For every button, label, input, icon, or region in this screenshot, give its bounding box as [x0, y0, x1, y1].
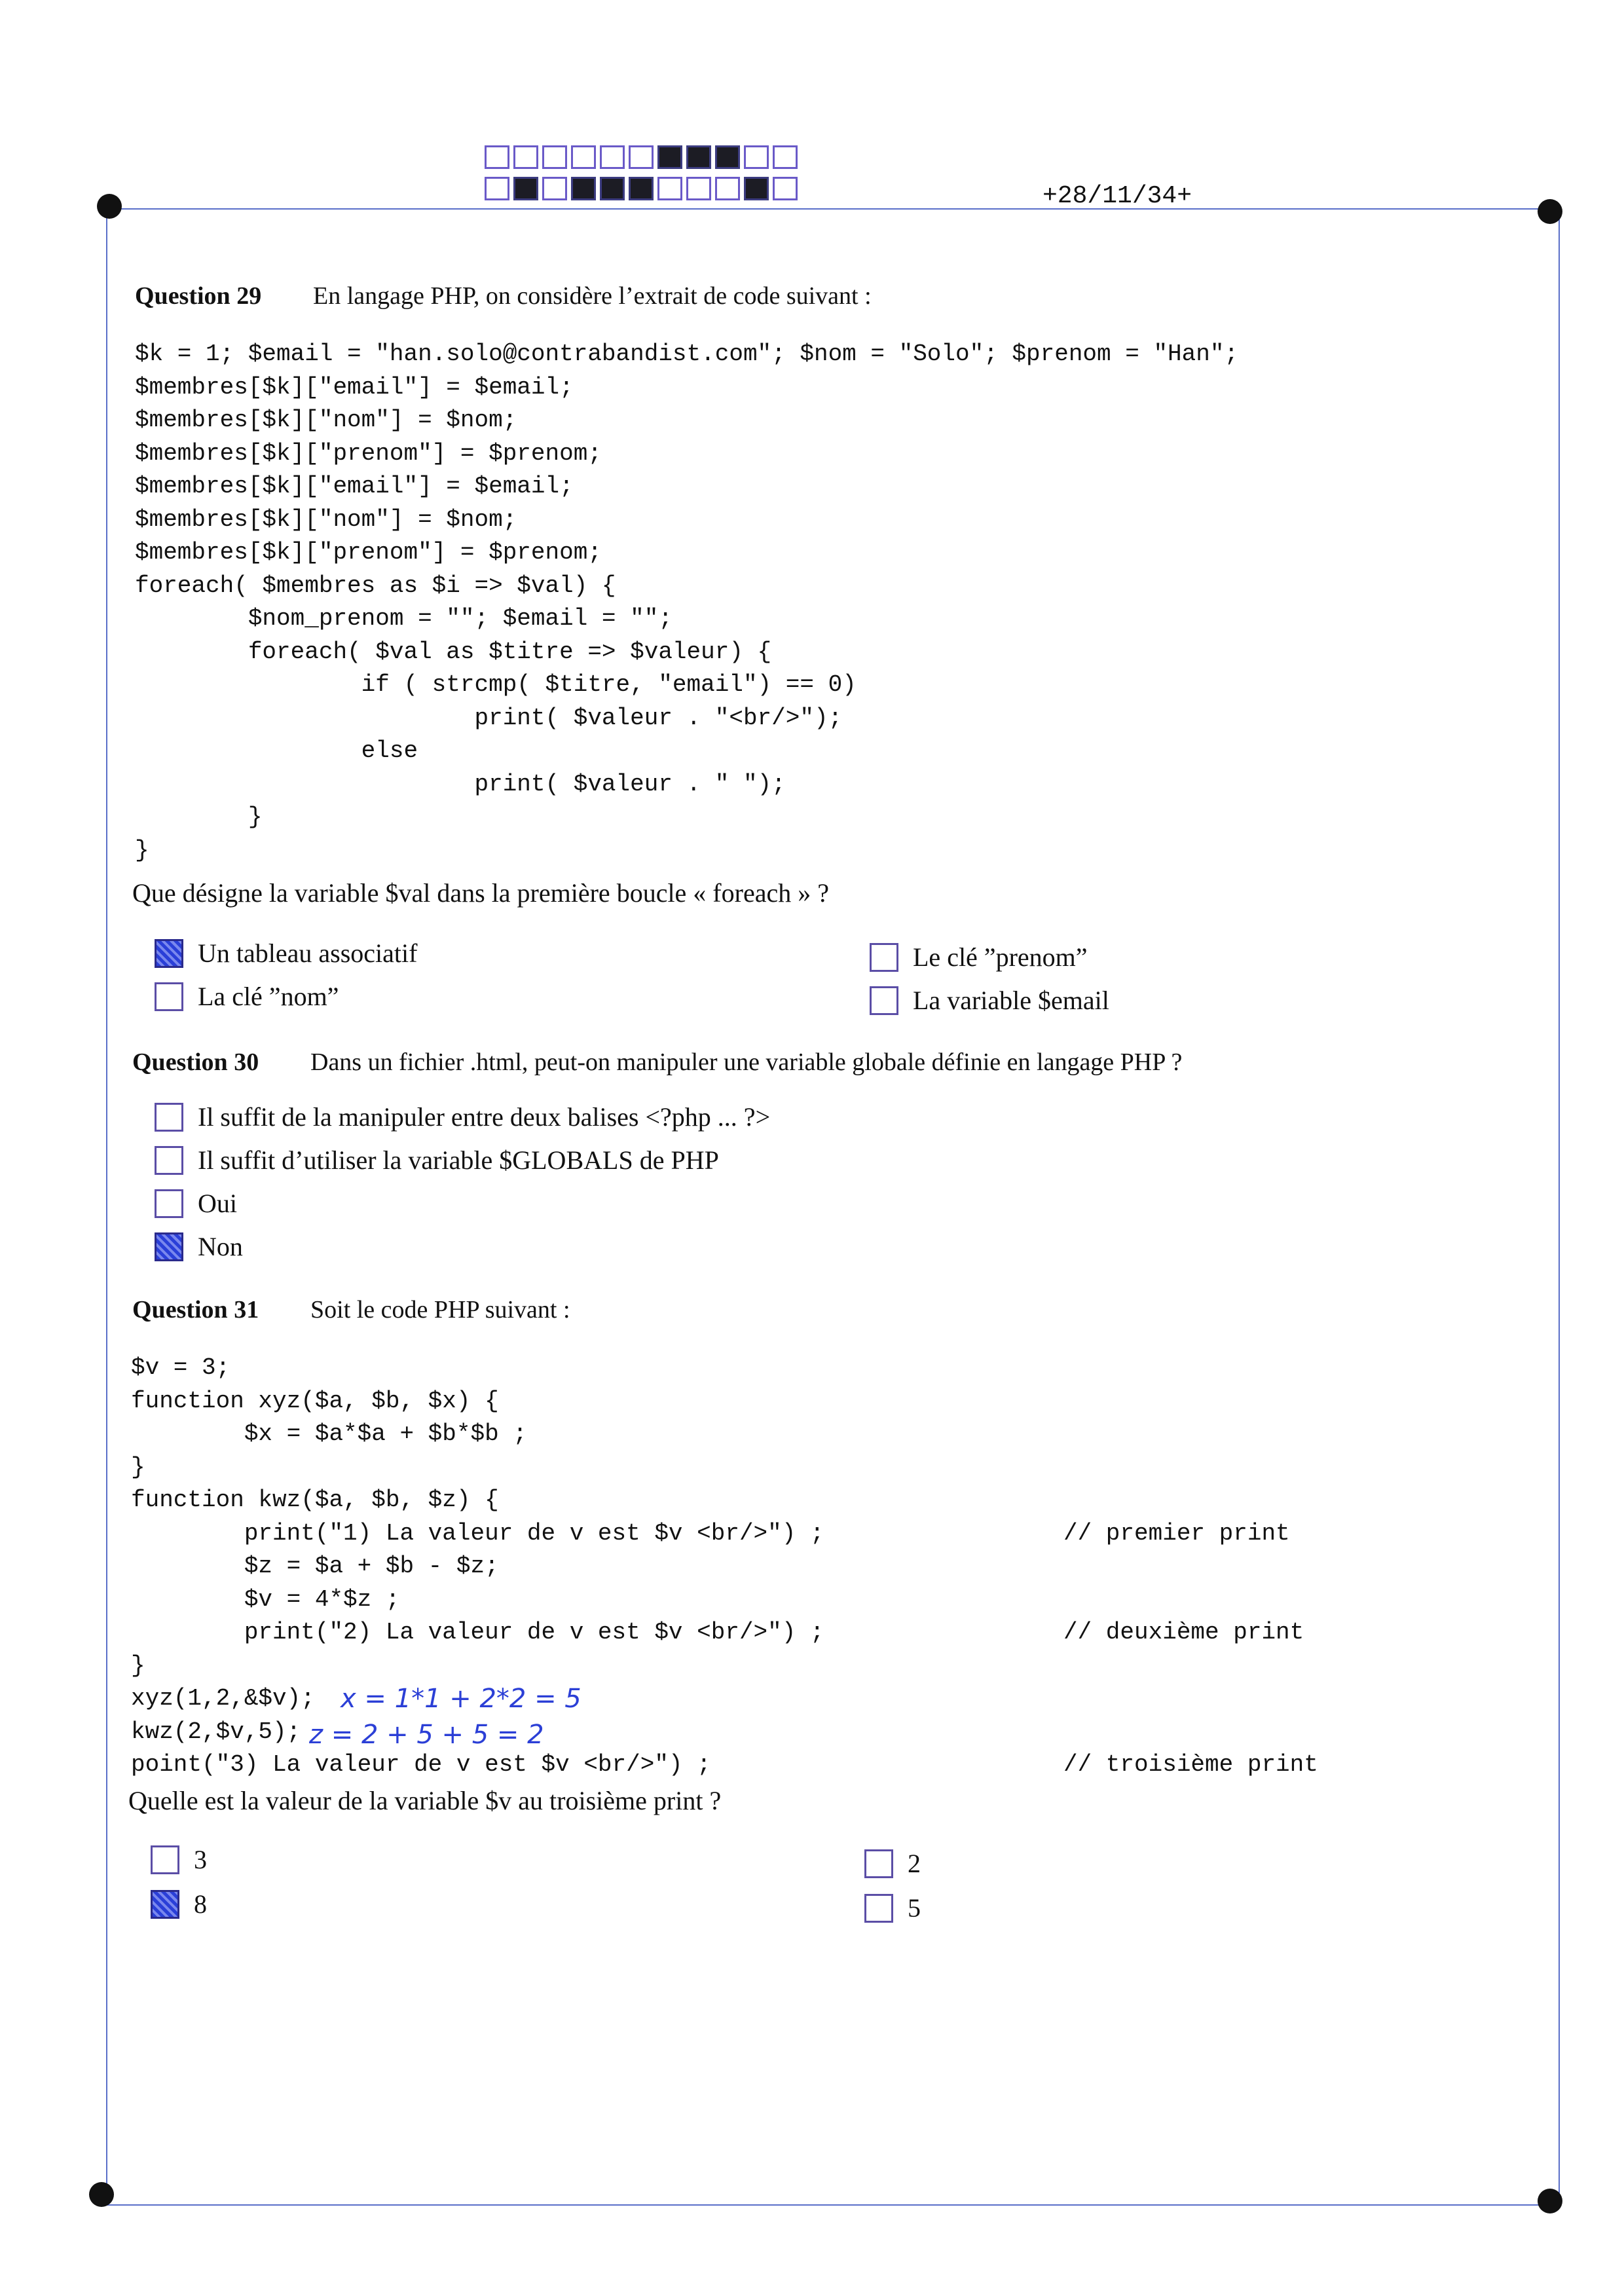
checkbox[interactable] [864, 1894, 893, 1923]
question-30-header [132, 1048, 1182, 1077]
code-comment: // premier print [1063, 1519, 1290, 1547]
code-line: $z = $a + $b - $z; [131, 1553, 499, 1580]
handwritten-note: z = 2 + 5 + 5 = 2 [309, 1719, 544, 1750]
code-line: } [131, 1453, 145, 1481]
code-line: print( $valeur . " "); [135, 770, 786, 798]
code-line: } [135, 804, 263, 830]
option-label: La clé ”nom” [198, 982, 339, 1011]
code-line: $v = 4*$z ; [131, 1585, 400, 1613]
code-line: function xyz($a, $b, $x) { [131, 1387, 499, 1415]
code-line: foreach( $val as $titre => $valeur) { [135, 638, 772, 665]
page-barcode-row-2 [485, 177, 802, 200]
checkbox[interactable] [864, 1849, 893, 1878]
q30-option-3[interactable] [155, 1188, 237, 1219]
barcode-cell [513, 145, 538, 169]
barcode-cell [629, 177, 654, 200]
handwritten-note: x = 1*1 + 2*2 = 5 [341, 1684, 581, 1714]
code-line: } [135, 836, 149, 864]
option-label: Non [198, 1232, 243, 1261]
option-label: Le clé ”prenom” [913, 942, 1088, 972]
code-line: $x = $a*$a + $b*$b ; [131, 1420, 527, 1447]
barcode-cell [600, 177, 625, 200]
barcode-cell [657, 177, 682, 200]
barcode-cell [542, 145, 567, 169]
code-line: print( $valeur . "<br/>"); [135, 704, 843, 731]
code-line: foreach( $membres as $i => $val) { [135, 572, 616, 599]
corner-marker-bottom-left [89, 2182, 114, 2207]
option-label: 5 [908, 1893, 921, 1923]
code-line: $membres[$k]["nom"] = $nom; [135, 506, 517, 533]
corner-marker-bottom-right [1538, 2189, 1562, 2213]
barcode-cell [744, 177, 769, 200]
question-intro: Dans un fichier .html, peut-on manipuler une variable globale définie en langage PHP ? [310, 1048, 1183, 1076]
code-line: $membres[$k]["prenom"] = $prenom; [135, 439, 602, 467]
code-line: $nom_prenom = ""; $email = ""; [135, 605, 673, 632]
option-label: Il suffit de la manipuler entre deux balises <?php ... ?> [198, 1102, 771, 1132]
q31-option-4[interactable] [864, 1893, 921, 1923]
checkbox[interactable] [155, 1232, 183, 1261]
code-line: if ( strcmp( $titre, "email") == 0) [135, 671, 857, 698]
q30-option-4[interactable] [155, 1231, 243, 1262]
code-line: $membres[$k]["nom"] = $nom; [135, 407, 517, 434]
code-line: print("1) La valeur de v est $v <br/>") ; // premier print [131, 1517, 824, 1551]
barcode-cell [513, 177, 538, 200]
checkbox[interactable] [155, 1146, 183, 1175]
checkbox[interactable] [155, 939, 183, 968]
code-comment: // troisième print [1063, 1751, 1318, 1778]
q29-option-4[interactable] [870, 985, 1109, 1016]
code-line: kwz(2,$v,5); z = 2 + 5 + 5 = 2 [131, 1716, 824, 1749]
question-intro: Soit le code PHP suivant : [310, 1296, 570, 1324]
checkbox[interactable] [151, 1890, 179, 1919]
question-number: Question 31 [132, 1296, 259, 1324]
barcode-cell [629, 145, 654, 169]
checkbox[interactable] [155, 982, 183, 1011]
barcode-cell [715, 145, 740, 169]
code-line: print("2) La valeur de v est $v <br/>") ; // deuxième print [131, 1616, 824, 1650]
barcode-cell [571, 145, 596, 169]
q30-option-1[interactable] [155, 1102, 770, 1132]
checkbox[interactable] [155, 1103, 183, 1132]
q31-option-2[interactable] [151, 1889, 207, 1919]
checkbox[interactable] [151, 1845, 179, 1874]
option-label: La variable $email [913, 986, 1109, 1015]
q29-code-block [135, 338, 1238, 867]
q29-option-3[interactable] [870, 942, 1088, 972]
code-line: $k = 1; $email = "han.solo@contrabandist.com"; $nom = "Solo"; $prenom = "Han"; [135, 341, 1239, 367]
code-line: function kwz($a, $b, $z) { [131, 1487, 499, 1513]
code-comment: // deuxième print [1063, 1619, 1304, 1646]
q31-option-3[interactable] [864, 1848, 921, 1879]
code-line: else [135, 737, 418, 764]
option-label: Oui [198, 1189, 237, 1218]
option-label: 2 [908, 1849, 921, 1878]
code-line: $v = 3; [131, 1354, 231, 1381]
question-31-header [132, 1295, 570, 1324]
code-line: point("3) La valeur de v est $v <br/>") ; // troisième print [131, 1749, 824, 1782]
barcode-cell [744, 145, 769, 169]
barcode-cell [715, 177, 740, 200]
code-line: xyz(1,2,&$v); x = 1*1 + 2*2 = 5 [131, 1682, 824, 1716]
barcode-cell [686, 145, 711, 169]
option-label: Un tableau associatif [198, 938, 418, 968]
barcode-cell [485, 145, 509, 169]
code-line: $membres[$k]["email"] = $email; [135, 473, 574, 500]
question-number: Question 30 [132, 1048, 259, 1076]
q31-code-block [131, 1352, 1318, 1782]
q30-option-2[interactable] [155, 1145, 719, 1176]
barcode-cell [773, 145, 798, 169]
barcode-cell [542, 177, 567, 200]
barcode-cell [686, 177, 711, 200]
page-barcode-row-1 [485, 145, 802, 169]
corner-marker-top-right [1538, 199, 1562, 224]
code-line: } [131, 1652, 145, 1679]
option-label: Il suffit d’utiliser la variable $GLOBALS de PHP [198, 1145, 719, 1175]
page-code: +28/11/34+ [1043, 182, 1192, 210]
checkbox[interactable] [870, 943, 898, 972]
option-label: 3 [194, 1845, 207, 1874]
code-line: $membres[$k]["prenom"] = $prenom; [135, 539, 602, 566]
checkbox[interactable] [870, 986, 898, 1015]
checkbox[interactable] [155, 1189, 183, 1218]
barcode-cell [571, 177, 596, 200]
option-label: 8 [194, 1889, 207, 1919]
code-line: $membres[$k]["email"] = $email; [135, 373, 574, 401]
q29-option-1[interactable] [155, 938, 417, 969]
barcode-cell [600, 145, 625, 169]
barcode-cell [485, 177, 509, 200]
q31-question-text: Quelle est la valeur de la variable $v au troisième print ? [128, 1786, 722, 1815]
question-29-header [135, 282, 872, 310]
corner-marker-top-left [97, 194, 122, 219]
question-number: Question 29 [135, 282, 262, 310]
q29-question-text: Que désigne la variable $val dans la première boucle « foreach » ? [132, 878, 829, 908]
barcode-cell [657, 145, 682, 169]
barcode-cell [773, 177, 798, 200]
q29-option-2[interactable] [155, 981, 339, 1012]
q31-option-1[interactable] [151, 1844, 207, 1875]
question-intro: En langage PHP, on considère l’extrait de code suivant : [313, 282, 872, 310]
